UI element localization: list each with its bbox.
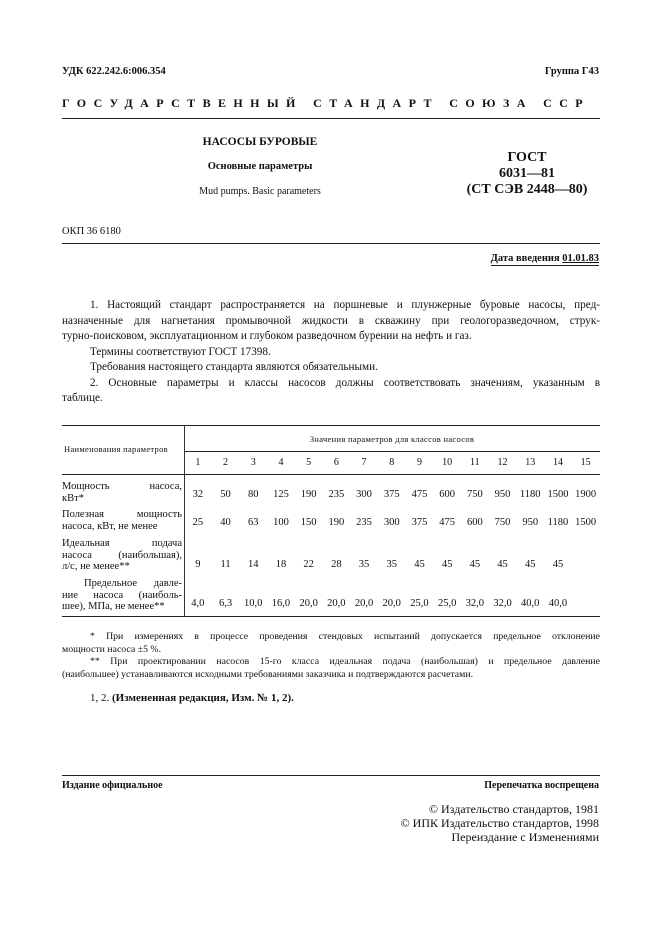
row-label-line: кВт* <box>62 492 84 504</box>
amendment-text: (Измененная редакция, Изм. № 1, 2). <box>112 692 294 704</box>
table-cell: 750 <box>494 517 511 528</box>
table-cell: 63 <box>247 517 259 528</box>
table-cell: 45 <box>469 559 481 570</box>
class-number: 3 <box>250 457 256 468</box>
table-cell: 950 <box>522 517 539 528</box>
class-number: 7 <box>361 457 367 468</box>
table-cell: 32 <box>192 489 204 500</box>
mandatory-line: Требования настоящего стандарта являются обязательными. <box>90 361 378 373</box>
class-number: 15 <box>580 457 591 468</box>
row-label-line: Предельное давле- <box>84 578 182 589</box>
values-header: Значения параметров для классов насосов <box>309 434 475 444</box>
state-standard-heading: ГОСУДАРСТВЕННЫЙ СТАНДАРТ СОЮЗА ССР <box>62 96 591 110</box>
gost-number: 6031—81 <box>499 166 555 181</box>
table-cell: 45 <box>441 559 453 570</box>
row-label-power <box>62 481 182 504</box>
table-cell: 18 <box>275 559 287 570</box>
table-cell: 22 <box>303 559 314 570</box>
table-cell: 4,0 <box>191 598 205 609</box>
paragraph-2-line-2: таблице. <box>62 392 103 404</box>
table-cell: 16,0 <box>271 598 291 609</box>
table-cell: 45 <box>414 559 425 570</box>
table-cell: 475 <box>411 489 428 500</box>
row-label-line: насоса, кВт, не менее <box>62 520 158 532</box>
row-label-line: л/с, не менее** <box>62 561 130 572</box>
class-number: 8 <box>389 457 395 468</box>
st-sev-number: (СТ СЭВ 2448—80) <box>466 182 588 197</box>
table-cell: 1500 <box>547 489 569 500</box>
english-title: Mud pumps. Basic parameters <box>199 186 321 197</box>
paragraph-1-line-1: 1. Настоящий стандарт распространяется на поршневые и плунжерные буровые насосы, пред- <box>90 299 600 311</box>
table-cell: 235 <box>356 517 372 528</box>
title-divider <box>62 243 600 244</box>
table-cell: 475 <box>439 517 456 528</box>
table-cell: 600 <box>466 517 483 528</box>
official-edition: Издание официальное <box>62 780 163 791</box>
table-cell: 375 <box>411 517 428 528</box>
amendment-prefix: 1, 2. <box>90 692 110 704</box>
class-number: 13 <box>525 457 536 468</box>
table-cell: 25,0 <box>437 598 457 609</box>
table-cell: 1180 <box>547 517 569 528</box>
amendment-note <box>90 692 294 704</box>
row-label-useful-power <box>62 509 182 532</box>
class-number: 14 <box>552 457 563 468</box>
table-cell: 190 <box>300 489 317 500</box>
copyright-block <box>401 802 599 844</box>
row-label-line: ние насоса (наиболь- <box>62 589 182 601</box>
class-number: 5 <box>306 457 312 468</box>
table-cell: 25,0 <box>410 598 429 609</box>
table-cell: 1900 <box>575 489 597 500</box>
table-cell: 1180 <box>519 489 541 500</box>
terms-line: Термины соответствуют ГОСТ 17398. <box>90 345 271 358</box>
footnotes <box>62 631 600 681</box>
footnote-1-line-2: мощности насоса ±5 %. <box>62 643 162 655</box>
row-label-flow <box>62 538 182 573</box>
okp-code: ОКП 36 6180 <box>62 226 121 237</box>
table-cell: 40,0 <box>548 598 568 609</box>
table-cell: 10,0 <box>244 598 263 609</box>
row-label-line: Идеальная подача <box>62 538 182 549</box>
paragraph-1-line-3: турно-поисковом, эксплуатационном и глубоком разведочном бурении на нефть и газ. <box>62 330 472 342</box>
table-cell: 45 <box>524 559 536 570</box>
table-cell: 32,0 <box>465 598 485 609</box>
table-cell: 20,0 <box>299 598 318 609</box>
intro-date-value: 01.01.83 <box>562 253 599 264</box>
table-cell: 235 <box>328 489 345 500</box>
copyright-1998: © ИПК Издательство стандартов, 1998 <box>400 816 599 830</box>
row-label-line: шее), МПа, не менее** <box>62 601 165 612</box>
class-number: 10 <box>442 457 453 468</box>
table-bottom-rule <box>62 616 600 617</box>
class-number: 6 <box>333 457 339 468</box>
table-cell: 80 <box>247 489 259 500</box>
footnote-2-line-2: (наибольшее) устанавливаются исходными требованиями заказчика и подтверждаются расчетами. <box>62 668 474 680</box>
class-number: 12 <box>497 457 508 468</box>
table-cell: 40,0 <box>521 598 540 609</box>
table-cell: 40 <box>220 517 231 528</box>
table-cell: 50 <box>220 489 231 500</box>
document-subtitle: Основные параметры <box>207 161 313 172</box>
intro-date <box>491 253 599 266</box>
reissue-note: Переиздание с Изменениями <box>451 830 599 844</box>
footer-divider <box>62 775 600 776</box>
table-cell: 125 <box>273 489 289 500</box>
footnote-2-line-1: ** При проектировании насосов 15-го класса идеальная подача (наибольшая) и предельное давление <box>90 656 600 667</box>
param-header: Наименования параметров <box>64 444 168 454</box>
paragraph-2-line-1: 2. Основные параметры и классы насосов должны соответствовать значениям, указанным в <box>90 376 600 389</box>
table-cell: 750 <box>466 489 483 500</box>
row-label-line: Полезная мощность <box>62 509 182 520</box>
table-cell: 28 <box>331 559 342 570</box>
table-cell: 35 <box>358 559 370 570</box>
table-cell: 100 <box>273 517 289 528</box>
table-cell: 6,3 <box>218 598 233 609</box>
class-number: 11 <box>470 457 480 468</box>
intro-date-label: Дата введения <box>490 253 560 264</box>
table-cell: 45 <box>497 559 508 570</box>
header-divider <box>62 118 600 119</box>
row-label-line: Мощность насоса, <box>62 481 182 492</box>
gost-label: ГОСТ <box>507 150 547 165</box>
paragraph-1-line-2: назначенные для нагнетания промывочной жидкости в скважину при геологоразведочном, струк- <box>62 314 600 327</box>
table-cell: 11 <box>220 559 231 570</box>
table-cell: 14 <box>247 559 259 570</box>
table-cell: 600 <box>439 489 456 500</box>
group-code: Группа Г43 <box>544 66 599 77</box>
table-header-rule <box>184 451 600 452</box>
class-number: 4 <box>278 457 284 468</box>
table-cell: 25 <box>192 517 204 528</box>
reprint-prohibited: Перепечатка воспрещена <box>484 780 599 791</box>
table-cell: 1500 <box>575 517 597 528</box>
table-cell: 150 <box>300 517 317 528</box>
table-cell: 32,0 <box>493 598 512 609</box>
table-cell: 950 <box>494 489 511 500</box>
table-body-rule <box>62 474 600 475</box>
row-label-line: насоса (наибольшая), <box>62 549 182 561</box>
copyright-1981: © Издательство стандартов, 1981 <box>428 802 599 816</box>
table-cell: 20,0 <box>327 598 346 609</box>
class-number: 9 <box>416 457 422 468</box>
table-cell: 300 <box>356 489 372 500</box>
table-cell: 300 <box>383 517 400 528</box>
table-cell: 45 <box>552 559 564 570</box>
class-number: 2 <box>223 457 229 468</box>
row-label-pressure <box>62 578 182 613</box>
table-cell: 375 <box>383 489 400 500</box>
table-cell: 35 <box>386 559 397 570</box>
body-text <box>62 298 600 407</box>
table-cell: 20,0 <box>382 598 401 609</box>
document-title: НАСОСЫ БУРОВЫЕ <box>202 136 318 148</box>
udk-code: УДК 622.242.6:006.354 <box>62 66 166 77</box>
class-number: 1 <box>195 457 201 468</box>
table-cell: 20,0 <box>354 598 374 609</box>
table-cell: 190 <box>328 517 345 528</box>
table-cell: 9 <box>195 559 201 570</box>
footnote-1-line-1: * При измерениях в процессе проведения стендовых испытаний допускается предельное отклонение <box>90 631 600 642</box>
table-top-rule <box>62 425 600 426</box>
